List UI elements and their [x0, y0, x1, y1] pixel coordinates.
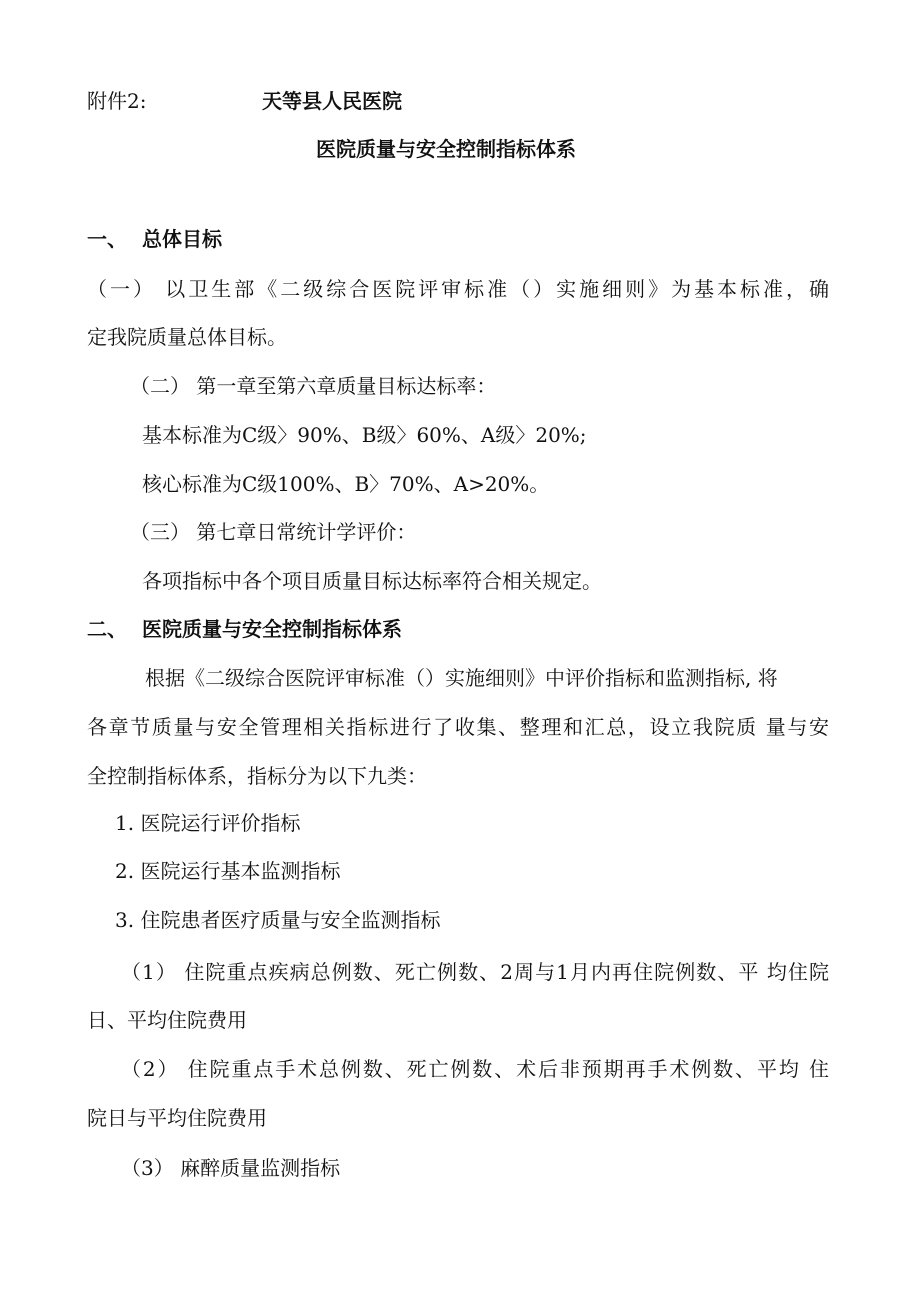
intro-line-3: 全控制指标体系，指标分为以下九类：: [87, 764, 427, 788]
subitem-2-line-2: 院日与平均住院费用: [87, 1106, 267, 1130]
subitem-2-line-1: （2） 住院重点手术总例数、死亡例数、术后非预期再手术例数、平均 住: [121, 1057, 829, 1081]
paragraph-1-line-1: （一） 以卫生部《二级综合医院评审标准（）实施细则》为基本标准，确: [87, 277, 829, 301]
paragraph-3-line-2: 各项指标中各个项目质量目标达标率符合相关规定。: [142, 569, 602, 593]
intro-line-2: 各章节质量与安全管理相关指标进行了收集、整理和汇总，设立我院质 量与安: [87, 715, 829, 739]
paragraph-2-line-2: 基本标准为C级〉90%、B级〉60%、A级〉20%;: [142, 423, 587, 447]
paragraph-2-line-1: （二） 第一章至第六章质量目标达标率：: [130, 374, 497, 398]
subitem-3-line-1: （3） 麻醉质量监测指标: [121, 1156, 341, 1180]
section-1-number: 一、: [87, 227, 127, 251]
intro-line-1: 根据《二级综合医院评审标准（）实施细则》中评价指标和监测指标, 将: [145, 666, 778, 690]
document-title: 医院质量与安全控制指标体系: [316, 137, 576, 161]
list-item: 1. 医院运行评价指标: [115, 811, 301, 835]
paragraph-2-line-3: 核心标准为C级100%、B〉70%、A>20%。: [142, 472, 550, 496]
section-2-heading: 医院质量与安全控制指标体系: [142, 617, 402, 641]
subitem-1-line-2: 日、平均住院费用: [87, 1008, 247, 1032]
attachment-label: 附件2:: [87, 89, 147, 113]
section-1-heading: 总体目标: [142, 227, 222, 251]
hospital-name: 天等县人民医院: [262, 89, 402, 113]
subitem-1-line-1: （1） 住院重点疾病总例数、死亡例数、2周与1月内再住院例数、平 均住院: [121, 960, 829, 984]
paragraph-1-line-2: 定我院质量总体目标。: [87, 325, 287, 349]
paragraph-3-line-1: （三） 第七章日常统计学评价：: [130, 520, 417, 544]
list-item: 2. 医院运行基本监测指标: [115, 859, 341, 883]
list-item: 3. 住院患者医疗质量与安全监测指标: [115, 908, 441, 932]
section-2-number: 二、: [87, 617, 127, 641]
